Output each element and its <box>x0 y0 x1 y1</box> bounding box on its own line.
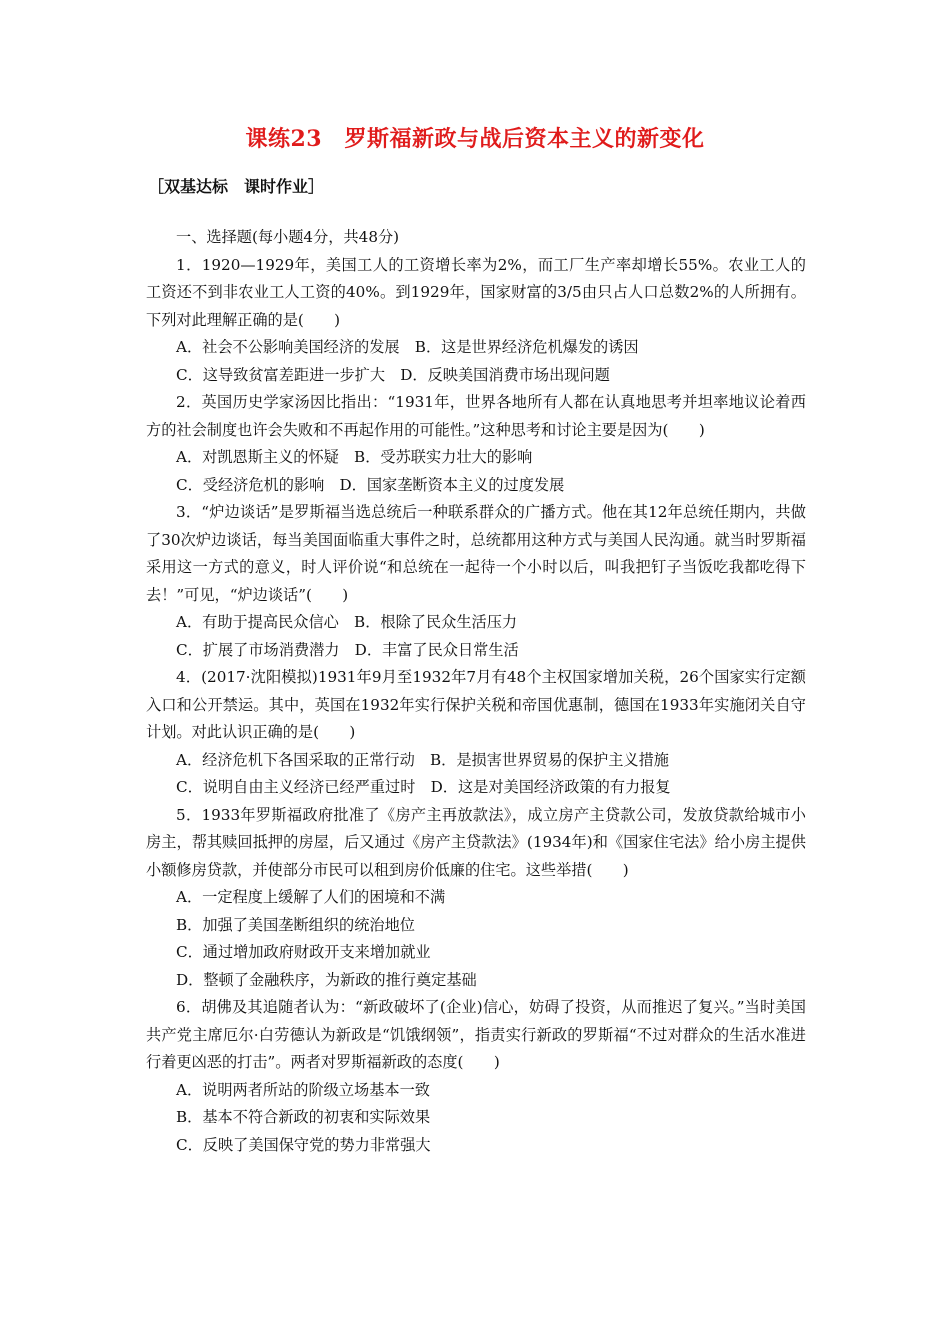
question-4-options-ab: A．经济危机下各国采取的正常行动 B．是损害世界贸易的保护主义措施 <box>176 750 669 769</box>
question-6-stem: 6．胡佛及其追随者认为：“新政破坏了(企业)信心，妨碍了投资，从而推迟了复兴。”当时美国共产党主席厄尔·白劳德认为新政是“饥饿纲领”，指责实行新政的罗斯福“不过对群众的生活水准进行着更凶恶的打击”。两者对罗斯福新政的态度( ) <box>146 998 806 1071</box>
question-5-option-c: C．通过增加政府财政开支来增加就业 <box>176 943 431 961</box>
question-6-option-c: C．反映了美国保守党的势力非常强大 <box>176 1135 431 1154</box>
question-2-options-ab: A．对凯恩斯主义的怀疑 B．受苏联实力壮大的影响 <box>176 448 533 466</box>
question-3-options-ab: A．有助于提高民众信心 B．根除了民众生活压力 <box>176 613 518 631</box>
question-body <box>146 224 806 1159</box>
question-5-option-d: D．整顿了金融秩序，为新政的推行奠定基础 <box>176 970 477 989</box>
question-1-stem: 1．1920—1929年，美国工人的工资增长率为2%，而工厂生产率却增长55%。农业工人的工资还不到非农业工人工资的40%。到1929年，国家财富的3/5由只占人口总数2%的人所拥有。下列对此理解正确的是( ) <box>146 255 806 329</box>
question-6-option-b: B．基本不符合新政的初衷和实际效果 <box>176 1108 431 1126</box>
question-5-option-b: B．加强了美国垄断组织的统治地位 <box>176 915 415 934</box>
question-5-option-a: A．一定程度上缓解了人们的困境和不满 <box>176 888 446 906</box>
question-1-options-cd: C．这导致贫富差距进一步扩大 D．反映美国消费市场出现问题 <box>176 365 610 384</box>
question-2-options-cd: C．受经济危机的影响 D．国家垄断资本主义的过度发展 <box>176 475 565 494</box>
section-heading: 一、选择题(每小题4分，共48分) <box>176 228 400 246</box>
question-2-stem: 2．英国历史学家汤因比指出：“1931年，世界各地所有人都在认真地思考并坦率地议论着西方的社会制度也许会失败和不再起作用的可能性。”这种思考和讨论主要是因为( ) <box>146 393 806 439</box>
question-4-options-cd: C．说明自由主义经济已经严重过时 D．这是对美国经济政策的有力报复 <box>176 778 671 796</box>
question-3-options-cd: C．扩展了市场消费潜力 D．丰富了民众日常生活 <box>176 640 519 659</box>
question-5-stem: 5．1933年罗斯福政府批准了《房产主再放款法》，成立房产主贷款公司，发放贷款给城市小房主，帮其赎回抵押的房屋，后又通过《房产主贷款法》(1934年)和《国家住宅法》给小房主提供小额修房贷款，并使部分市民可以租到房价低廉的住宅。这些举措( ) <box>146 805 806 879</box>
question-1-options-ab: A．社会不公影响美国经济的发展 B．这是世界经济危机爆发的诱因 <box>176 338 639 356</box>
question-6-option-a: A．说明两者所站的阶级立场基本一致 <box>176 1080 430 1099</box>
section-subhead: ［双基达标 课时作业］ <box>148 177 325 196</box>
page-title: 课练23 罗斯福新政与战后资本主义的新变化 <box>245 126 705 152</box>
question-3-stem: 3．“炉边谈话”是罗斯福当选总统后一种联系群众的广播方式。他在其12年总统任期内，共做了30次炉边谈话，每当美国面临重大事件之时，总统都用这种方式与美国人民沟通。就当时罗斯福采用这一方式的意义，时人评价说“和总统在一起待一个小时以后，叫我把钉子当饭吃我都吃得下去！”可见，“炉边谈话”( ) <box>146 503 806 604</box>
question-4-stem: 4．(2017·沈阳模拟)1931年9月至1932年7月有48个主权国家增加关税，26个国家实行定额入口和公开禁运。其中，英国在1932年实行保护关税和帝国优惠制，德国在1933年实施闭关自守计划。对此认识正确的是( ) <box>146 668 806 741</box>
